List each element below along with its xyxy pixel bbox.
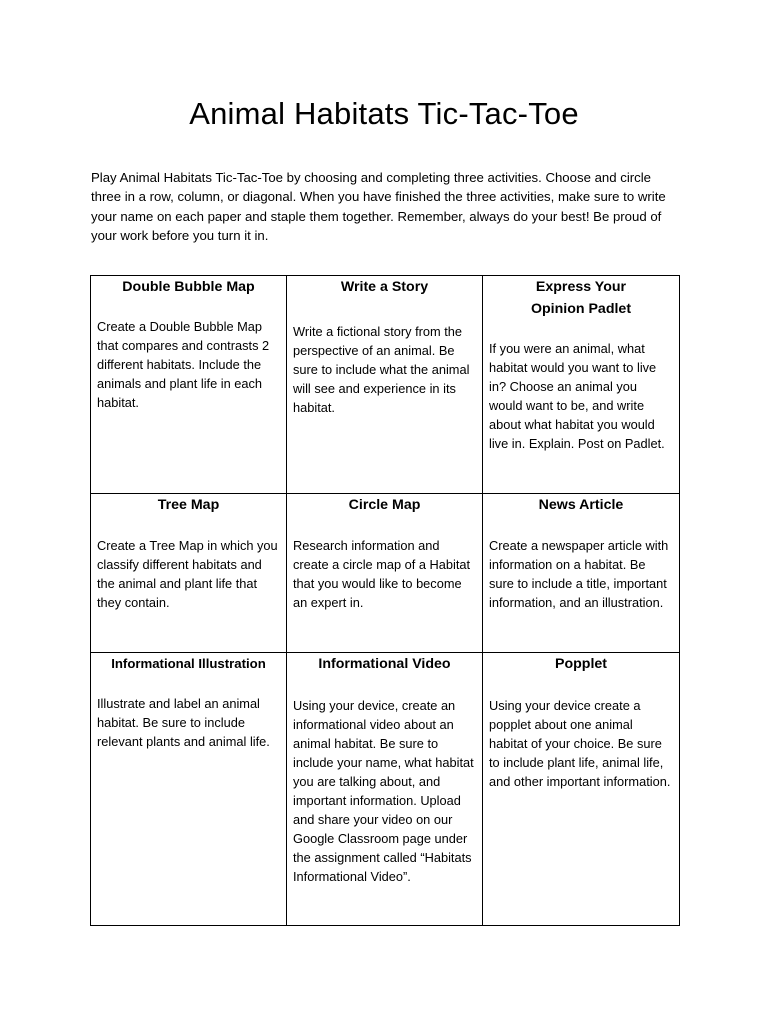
activity-title: Express Your Opinion Padlet [530,279,632,317]
activity-cell-news-article [483,494,680,653]
activity-description: Using your device, create an informational video about an animal habitat. Be sure to include your name, what habitat you are talking about, and important information. Upload and share your video on our Google Classroom page under the assignment called “Habitats Informational Video”. [293,698,474,884]
activity-cell-express-your-opinion-padlet [483,276,680,494]
activity-cell-popplet [483,653,680,926]
activity-title: Informational Illustration [111,656,266,671]
activity-cell-informational-illustration [91,653,287,926]
activity-cell-tree-map [91,494,287,653]
activity-title: Popplet [554,656,608,672]
activity-description: Create a Double Bubble Map that compares and contrasts 2 different habitats. Include the animals and plant life in each habitat. [97,319,270,410]
activity-cell-write-a-story [287,276,483,494]
activity-description: Create a newspaper article with information on a habitat. Be sure to include a title, important information, and an illustration. [489,538,669,610]
tic-tac-toe-board [90,275,680,926]
activity-cell-double-bubble-map [91,276,287,494]
activity-title: Double Bubble Map [122,279,255,295]
activity-title: Informational Video [318,656,451,672]
activity-title: News Article [538,497,624,513]
page-title: Animal Habitats Tic-Tac-Toe [189,96,579,131]
activity-title: Tree Map [157,497,220,513]
activity-description: If you were an animal, what habitat would you want to live in? Choose an animal you would want to be, and write about what habitat you would live in. Explain. Post on Padlet. [489,341,665,451]
board-row-2 [91,494,680,653]
instructions-paragraph: Play Animal Habitats Tic-Tac-Toe by choosing and completing three activities. Choose and circle three in a row, column, or diagonal. When you have finished the three activities, make sure to write your name on each paper and staple them together. Remember, always do your best! Be proud of your work before you turn it in. [91,170,666,244]
board-row-3 [91,653,680,926]
activity-description: Using your device create a popplet about one animal habitat of your choice. Be sure to include plant life, animal life, and other important information. [489,698,671,789]
activity-title: Write a Story [340,279,429,295]
activity-description: Research information and create a circle map of a Habitat that you would like to become an expert in. [293,538,471,610]
activity-description: Create a Tree Map in which you classify different habitats and the animal and plant life that they contain. [97,538,278,610]
activity-description: Illustrate and label an animal habitat. Be sure to include relevant plants and animal life. [97,696,270,749]
activity-cell-circle-map [287,494,483,653]
board-row-1 [91,276,680,494]
activity-cell-informational-video [287,653,483,926]
activity-title: Circle Map [348,497,421,513]
activity-description: Write a fictional story from the perspective of an animal. Be sure to include what the animal will see and experience in its habitat. [293,324,470,415]
